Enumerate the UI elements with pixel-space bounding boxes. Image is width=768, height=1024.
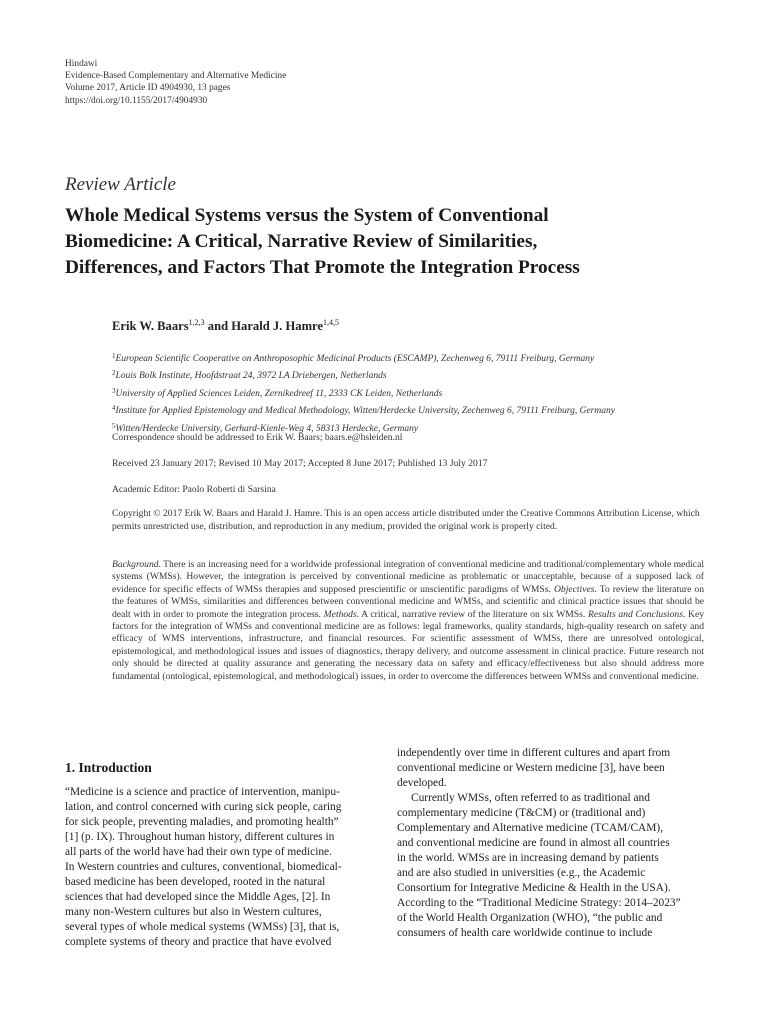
volume-info: Volume 2017, Article ID 4904930, 13 pages xyxy=(65,83,231,94)
body-line: independently over time in different cultures and apart from xyxy=(397,747,671,759)
article-title xyxy=(65,203,725,281)
academic-editor: Academic Editor: Paolo Roberti di Sarsina xyxy=(112,484,276,495)
author-affil-ref: 1,2,3 xyxy=(188,318,205,327)
body-line: based medicine has been developed, rooted in the natural xyxy=(65,876,326,888)
affiliation-number: 1 xyxy=(112,352,116,360)
affiliation-number: 3 xyxy=(112,386,116,395)
affiliation-list xyxy=(112,349,615,436)
body-line: developed. xyxy=(397,777,447,789)
body-line: and are also studied in universities (e.g., the Academic xyxy=(397,867,646,879)
affiliation-number: 2 xyxy=(112,369,116,378)
title-line: Differences, and Factors That Promote the Integration Process xyxy=(65,257,580,278)
body-line: all parts of the world have had their own type of medicine. xyxy=(65,846,332,858)
publication-dates: Received 23 January 2017; Revised 10 May 2017; Accepted 8 June 2017; Published 13 July 2017 xyxy=(112,458,488,469)
title-line: Whole Medical Systems versus the System of Conventional xyxy=(65,205,549,226)
body-line: many non-Western cultures but also in Western cultures, xyxy=(65,906,322,918)
body-column-right xyxy=(397,746,702,941)
author-joiner: and xyxy=(204,319,232,333)
abstract-label-results: Results and Conclusions xyxy=(587,608,683,620)
affiliation-text: Witten/Herdecke University, Gerhard-Kienle-Weg 4, 58313 Herdecke, Germany xyxy=(115,423,419,434)
affiliation xyxy=(112,366,615,383)
author-affil-ref: 1,4,5 xyxy=(323,318,340,327)
author-list xyxy=(112,318,339,334)
body-line: complete systems of theory and practice that have evolved xyxy=(65,936,332,948)
body-line: for sick people, preventing maladies, and promoting health” xyxy=(65,816,339,828)
body-line: in the world. WMSs are in increasing demand by patients xyxy=(397,852,659,864)
body-line: [1] (p. IX). Throughout human history, different cultures in xyxy=(65,831,335,843)
body-line: complementary medicine (T&CM) or (traditional and) xyxy=(397,807,646,819)
affiliation-text: Louis Bolk Institute, Hoofdstraat 24, 3972 LA Driebergen, Netherlands xyxy=(115,371,387,382)
publisher-name: Hindawi xyxy=(65,59,98,69)
affiliation-number: 5 xyxy=(112,421,116,430)
abstract-background: . There is an increasing need for a worldwide professional integration of conventional medicine and traditional/complementary whole medical systems (WMSs). However, the integration is perceived by conventional medicine as problematic or unacceptable, because of a supposed lack of evidence for specific effects of WMSs therapies and supposed prescientific or unscientific paradigms of WMSs. xyxy=(112,559,704,595)
section-heading: 1. Introduction xyxy=(65,760,152,775)
abstract xyxy=(112,559,704,683)
journal-name: Evidence-Based Complementary and Alternative Medicine xyxy=(65,71,287,82)
affiliation-text: European Scientific Cooperative on Anthroposophic Medicinal Products (ESCAMP), Zechenweg 6, 79111 Freiburg, Germany xyxy=(115,354,595,364)
affiliation-number: 4 xyxy=(112,404,116,413)
body-line: Currently WMSs, often referred to as traditional and xyxy=(411,792,650,804)
body-line: In Western countries and cultures, conventional, biomedical- xyxy=(65,861,342,873)
body-line: Complementary and Alternative medicine (TCAM/CAM), xyxy=(397,822,664,834)
body-line: According to the “Traditional Medicine Strategy: 2014–2023” xyxy=(397,897,681,909)
correspondence: Correspondence should be addressed to Erik W. Baars; baars.e@hsleiden.nl xyxy=(112,432,403,443)
body-line: Consortium for Integrative Medicine & Health in the USA). xyxy=(397,882,671,894)
title-line: Biomedicine: A Critical, Narrative Review of Similarities, xyxy=(65,231,538,252)
body-line: and conventional medicine are found in almost all countries xyxy=(397,837,670,849)
affiliation xyxy=(112,349,615,366)
body-line: sciences that had developed since the Middle Ages, [2]. In xyxy=(65,891,331,903)
affiliation xyxy=(112,384,615,401)
body-line: “Medicine is a science and practice of intervention, manipu- xyxy=(65,786,340,798)
body-line: lation, and control concerned with curing sick people, caring xyxy=(65,801,342,813)
affiliation xyxy=(112,401,615,418)
copyright-notice: Copyright © 2017 Erik W. Baars and Harald J. Hamre. This is an open access article distributed under the Creative Commons Attribution License, which permits unrestricted use, distribution, and reproduction in any medium, provided the original work is properly cited. xyxy=(112,508,700,532)
author-name[interactable]: Harald J. Hamre xyxy=(231,319,324,333)
article-type: Review Article xyxy=(65,174,176,195)
body-line: of the World Health Organization (WHO), “the public and xyxy=(397,912,663,924)
abstract-label-background: Background xyxy=(112,559,159,570)
abstract-label-methods: Methods xyxy=(323,608,357,620)
abstract-objectives: . To review the literature on the features of WMSs, similarities and differences between conventional medicine and WMSs, and scientific and clinical practice issues that should be dealt with in order to promote the integration process. xyxy=(112,583,704,620)
affiliation-text: Institute for Applied Epistemology and Medical Methodology, Witten/Herdecke University, Zechenweg 6, 79111 Freiburg, Germany xyxy=(115,406,615,417)
author-name[interactable]: Erik W. Baars xyxy=(112,319,189,333)
body-line: conventional medicine or Western medicine [3], have been xyxy=(397,762,665,774)
journal-meta xyxy=(65,58,286,107)
affiliation-text: University of Applied Sciences Leiden, Zernikedreef 11, 2333 CK Leiden, Netherlands xyxy=(115,388,443,399)
doi-link[interactable]: https://doi.org/10.1155/2017/4904930 xyxy=(65,95,208,106)
abstract-label-objectives: Objectives xyxy=(553,583,595,595)
body-line: several types of whole medical systems (WMSs) [3], that is, xyxy=(65,921,340,933)
body-column-left xyxy=(65,785,373,950)
abstract-results: . Key factors for the integration of WMSs and conventional medicine are as follows: legal frameworks, quality standards, high-quality research on safety and efficacy of WMS interventions, infrastructure, and financial resources. For scientific assessment of WMSs, there are unresolved ontological, epistemological, and methodological issues and issues of diagnostics, therapy delivery, and outcome assessment in clinical practice. Future research not only should be directed at quality assurance and generating the necessary data on safety and efficacy/effectiveness but also should address more fundamental (ontological, epistemological, and methodological) issues, in order to overcome the differences between WMSs and conventional medicine. xyxy=(112,608,705,682)
body-line: consumers of health care worldwide continue to include xyxy=(397,927,653,939)
abstract-methods: . A critical, narrative review of the literature on six WMSs. xyxy=(356,608,588,620)
